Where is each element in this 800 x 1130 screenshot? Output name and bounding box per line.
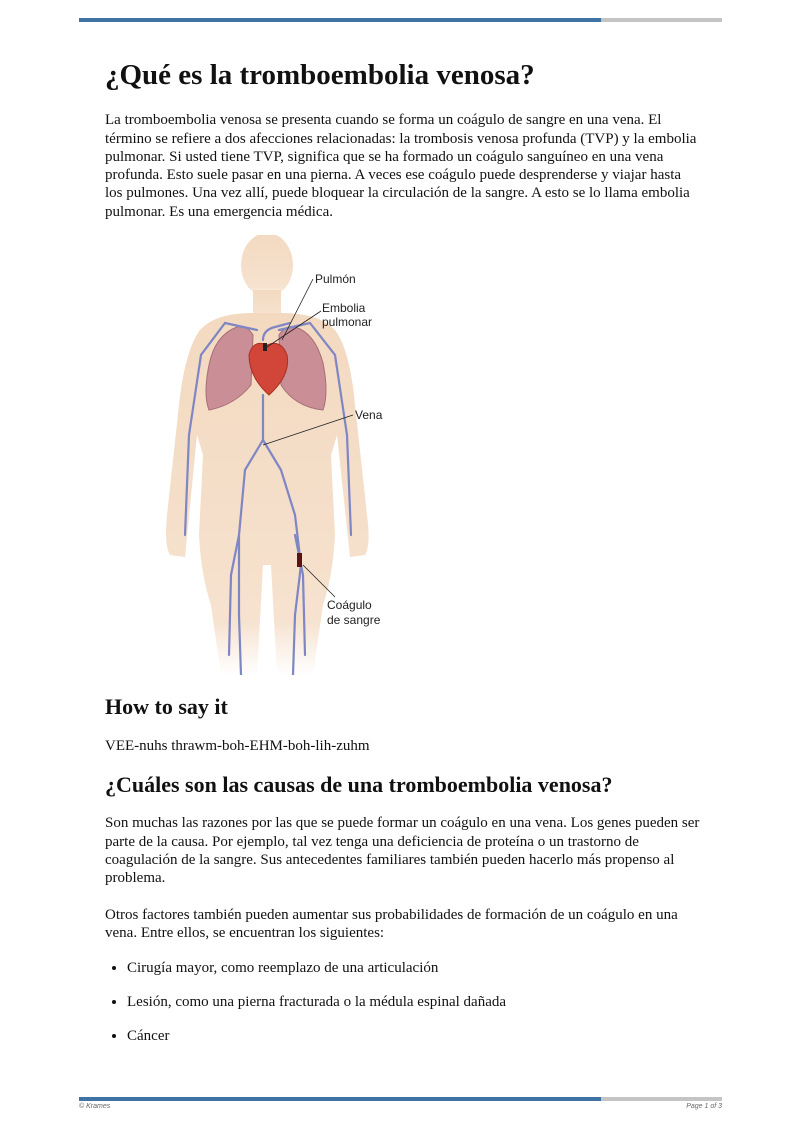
- causes-paragraph-2: Otros factores también pueden aumentar sus probabilidades de formación de un coágulo en una vena. Entre ellos, se encuentran los siguientes:: [105, 906, 678, 941]
- label-embolism-line1: Embolia: [322, 301, 366, 316]
- page-title: ¿Qué es la tromboembolia venosa?: [105, 59, 535, 91]
- how-to-say-heading: How to say it: [105, 694, 228, 720]
- intro-paragraph: La tromboembolia venosa se presenta cuando se forma un coágulo de sangre en una vena. El término se refiere a dos afecciones relacionadas: la trombosis venosa profunda (TVP) y la embolia pulmonar. Si usted tiene TVP, significa que se ha formado un coágulo sanguíneo en una vena profunda. Esto suele pasar en una pierna. A veces ese coágulo puede desprenderse y viajar hasta los pulmones. Una vez allí, puede bloquear la circulación de la sangre. A esto se lo llama embolia pulmonar. Es una emergencia médica.: [105, 112, 697, 220]
- label-vein: Vena: [355, 408, 383, 423]
- label-clot-line2: de sangre: [327, 613, 381, 628]
- footer-page-number: Page 1 of 3: [686, 1103, 722, 1110]
- body-diagram: [145, 235, 465, 675]
- list-item: • Cirugía mayor, como reemplazo de una articulación: [127, 959, 700, 977]
- top-rule: [79, 18, 722, 22]
- bottom-rule-accent: [79, 1097, 601, 1101]
- risk-factor-list: [105, 959, 700, 1045]
- label-clot-line1: Coágulo: [327, 598, 372, 613]
- anatomy-illustration: [145, 235, 465, 675]
- causes-heading: ¿Cuáles son las causas de una tromboembolia venosa?: [105, 771, 613, 797]
- label-embolism-line2: pulmonar: [322, 315, 373, 330]
- clot-marker: [297, 553, 302, 567]
- list-item: • Cáncer: [127, 1027, 700, 1045]
- bottom-rule-gray: [601, 1097, 722, 1101]
- list-item: • Lesión, como una pierna fracturada o la médula espinal dañada: [127, 993, 700, 1011]
- causes-paragraph-1: Son muchas las razones por las que se puede formar un coágulo en una vena. Los genes pueden ser parte de la causa. Por ejemplo, tal vez tenga una deficiencia de proteína o un trastorno de coagulación de la sangre. Sus antecedentes familiares también pueden hacerlo más propenso al problema.: [105, 815, 700, 887]
- footer-copyright: © Krames: [79, 1103, 111, 1110]
- top-rule-accent: [79, 18, 601, 22]
- pronunciation: VEE-nuhs thrawm-boh-EHM-boh-lih-zuhm: [105, 737, 370, 754]
- label-lung: Pulmón: [315, 272, 356, 287]
- bottom-rule: [79, 1097, 722, 1101]
- embolism-marker: [263, 343, 267, 351]
- document-content: [105, 57, 700, 1061]
- top-rule-gray: [601, 18, 722, 22]
- page-footer: [79, 1103, 722, 1110]
